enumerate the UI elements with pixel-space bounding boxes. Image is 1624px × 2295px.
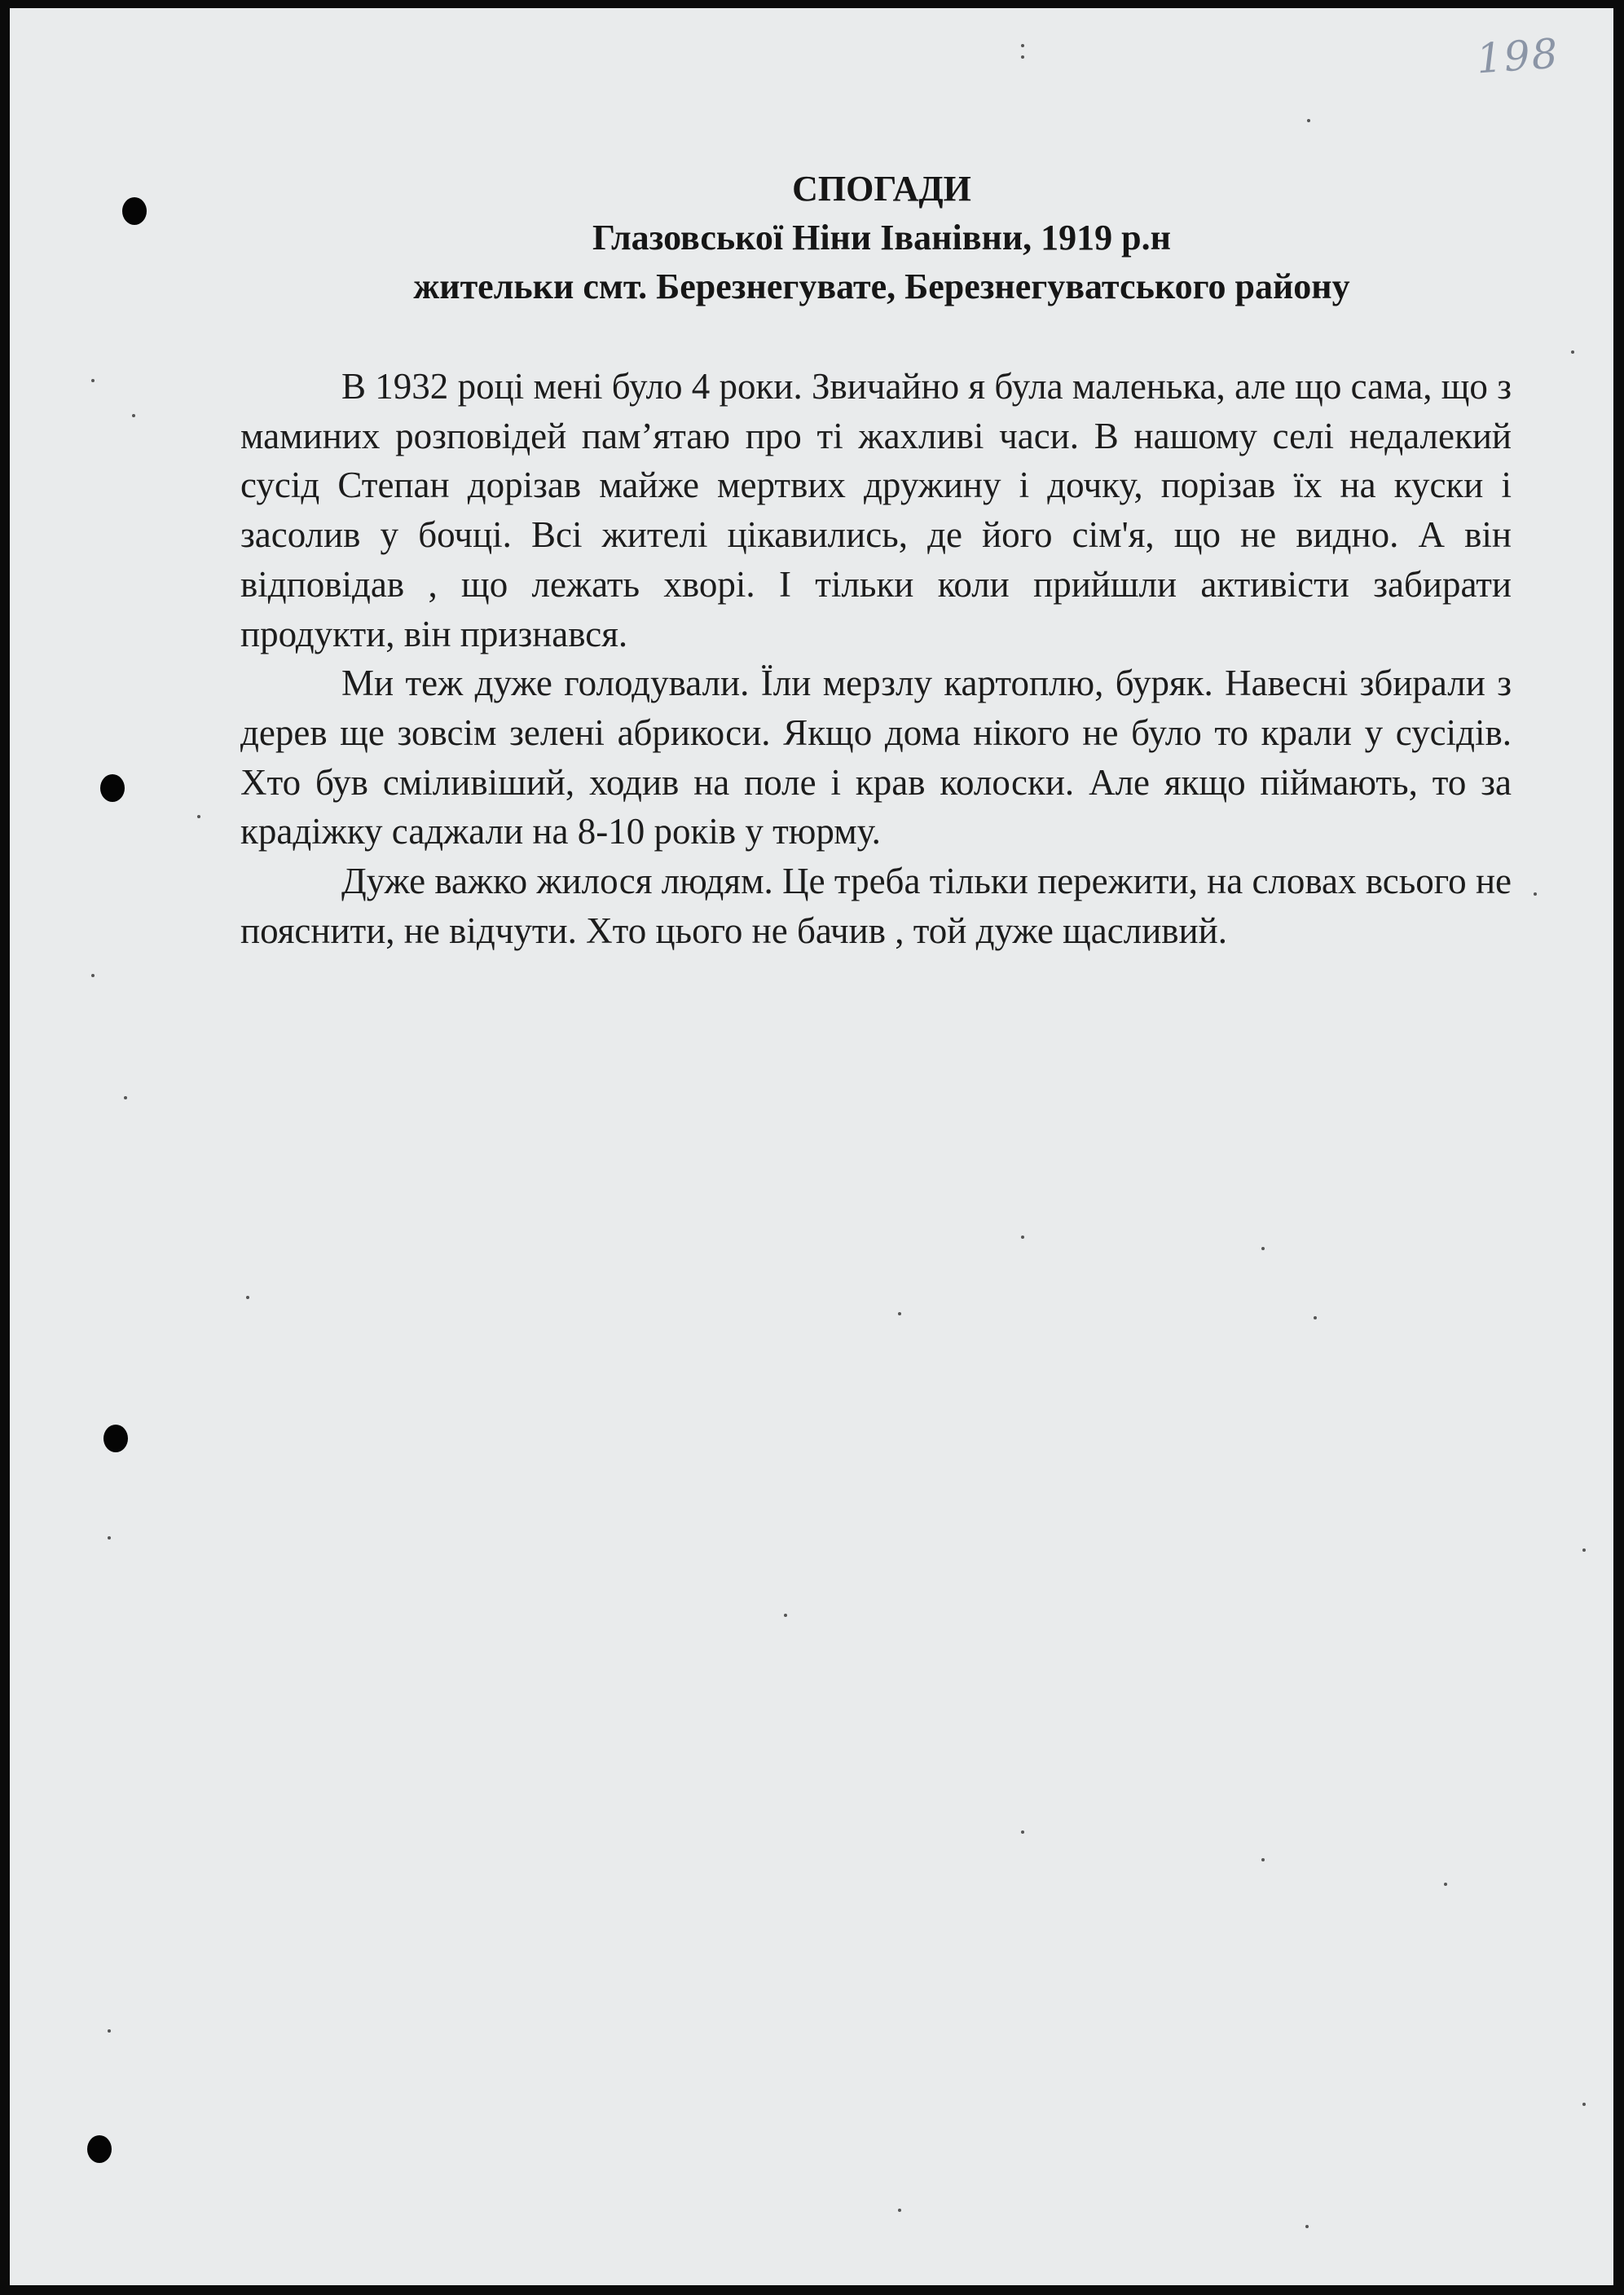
paragraph: Дуже важко жилося людям. Це треба тільки пережити, на словах всього не пояснити, не відчути. Хто цього не бачив , той дуже щасливий. xyxy=(240,861,1512,951)
scan-speck xyxy=(898,2209,901,2212)
scan-speck xyxy=(784,1614,787,1617)
paragraph: Ми теж дуже голодували. Їли мерзлу картоплю, буряк. Навесні збирали з дерев ще зовсім зелені абрикоси. Якщо дома нікого не було то крали у сусідів. Хто був сміливіший, ходив на поле і крав колоски. Але якщо піймають, то за крадіжку саджали на 8-10 років у тюрму. xyxy=(240,663,1512,852)
scan-speck xyxy=(1582,2103,1586,2106)
scan-speck xyxy=(1534,892,1537,896)
scan-speck xyxy=(1021,55,1024,59)
scan-speck xyxy=(132,414,135,417)
heading-residence: жительки смт. Березнегувате, Березнегуватського району xyxy=(413,267,1350,306)
scan-speck xyxy=(1021,1830,1024,1834)
scan-speck xyxy=(91,974,95,977)
punch-hole xyxy=(103,1425,128,1452)
punch-hole xyxy=(100,774,125,802)
scan-speck xyxy=(197,815,200,818)
punch-hole xyxy=(122,197,147,225)
punch-hole xyxy=(87,2135,112,2163)
scan-speck xyxy=(1305,2225,1309,2228)
scan-speck xyxy=(108,2029,111,2033)
scan-speck xyxy=(1307,119,1310,122)
scan-speck xyxy=(898,1312,901,1315)
paragraph: В 1932 році мені було 4 роки. Звичайно я була маленька, але що сама, що з маминих розповідей пам’ятаю про ті жахливі часи. В нашому селі недалекий сусід Степан дорізав майже мертвих дружину і дочку, порізав їх на куски і засолив у бочці. Всі жителі цікавились, де його сім'я, що не видно. А він відповідав , що лежать хворі. І тільки коли прийшли активісти забирати продукти, він признався. xyxy=(240,366,1512,654)
scan-speck xyxy=(1314,1316,1317,1319)
scan-speck xyxy=(1582,1548,1586,1552)
scan-speck xyxy=(124,1096,127,1099)
heading-title: СПОГАДИ xyxy=(792,169,971,209)
document-heading xyxy=(254,165,1509,311)
document-body xyxy=(240,362,1512,955)
scan-speck xyxy=(1444,1883,1447,1886)
document-page xyxy=(10,8,1613,2285)
scan-speck xyxy=(1571,350,1574,354)
heading-subject-name: Глазовської Ніни Іванівни, 1919 р.н xyxy=(592,218,1172,258)
scan-speck xyxy=(91,379,95,382)
scan-speck xyxy=(1261,1858,1265,1861)
scan-speck xyxy=(108,1536,111,1540)
scan-speck xyxy=(1021,44,1024,47)
scan-speck xyxy=(1021,1236,1024,1239)
scan-speck xyxy=(1261,1247,1265,1250)
handwritten-page-number: 198 xyxy=(1475,29,1561,83)
scan-speck xyxy=(246,1296,249,1299)
